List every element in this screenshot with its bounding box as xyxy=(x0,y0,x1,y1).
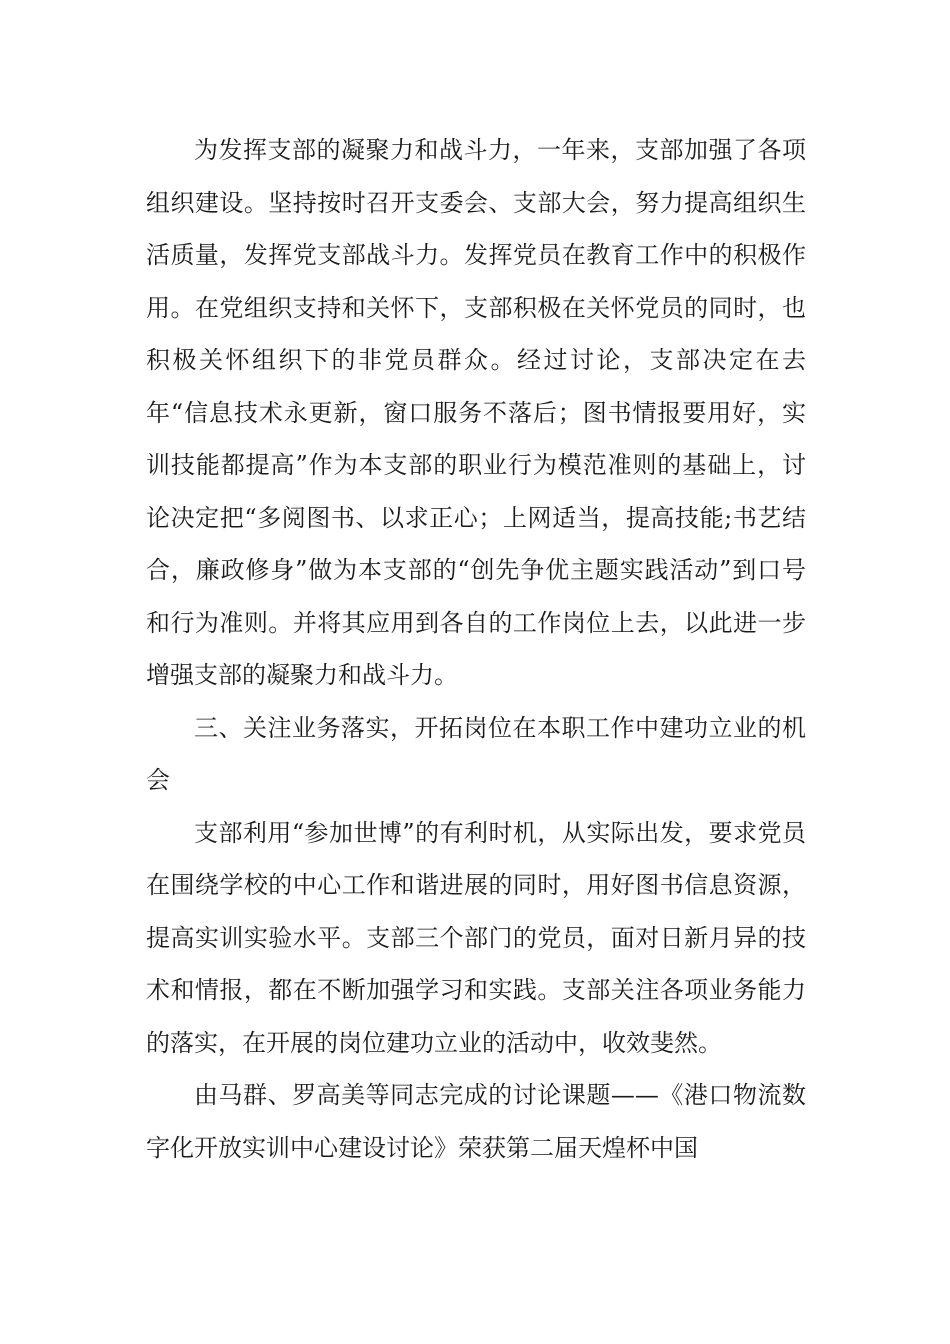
paragraph-research-award: 由马群、罗高美等同志完成的讨论课题——《港口物流数字化开放实训中心建设讨论》荣获第二届天煌杯中国 xyxy=(146,1081,806,1162)
paragraph-organization-building: 为发挥支部的凝聚力和战斗力，一年来，支部加强了各项组织建设。坚持按时召开支委会、支部大会，努力提高组织生活质量，发挥党支部战斗力。发挥党员在教育工作中的积极作用。在党组织支持和关怀下，支部积极在关怀党员的同时，也积极关怀组织下的非党员群众。经过讨论，支部决定在去年“信息技术永更新，窗口服务不落后；图书情报要用好，实训技能都提高”作为本支部的职业行为模范准则的基础上，讨论决定把“多阅图书、以求正心；上网适当，提高技能;书艺结合，廉政修身”做为本支部的“创先争优主题实践活动”到口号和行为准则。并将其应用到各自的工作岗位上去，以此进一步增强支部的凝聚力和战斗力。 xyxy=(146,136,806,689)
document-page xyxy=(146,124,806,1174)
section-heading-three: 三、关注业务落实，开拓岗位在本职工作中建功立业的机会 xyxy=(146,713,806,794)
paragraph-expo-opportunity: 支部利用“参加世博”的有利时机，从实际出发，要求党员在围绕学校的中心工作和谐进展的同时，用好图书信息资源，提高实训实验水平。支部三个部门的党员，面对日新月异的技术和情报，都在不断加强学习和实践。支部关注各项业务能力的落实，在开展的岗位建功立业的活动中，收效斐然。 xyxy=(146,818,806,1057)
